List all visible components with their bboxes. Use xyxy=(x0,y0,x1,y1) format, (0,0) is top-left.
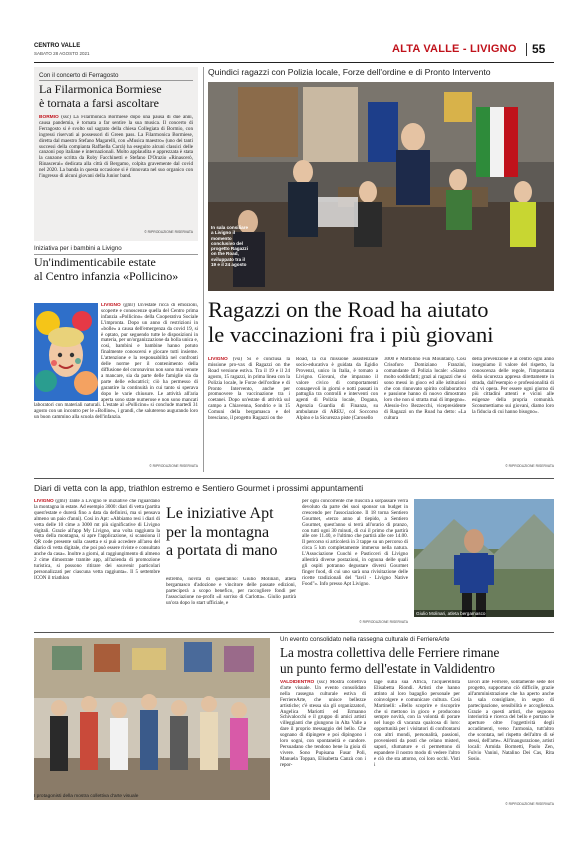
article-col-2: estremo, novità di quest'anno: Giulio Molinari, atleta bergamasco d'adozione e vincitore delle passate edizioni, parteciperà a scopo benefico, per raccogliere fondi per l'associazione no-profit «il sorriso di Carlotta». Giulio partirà un'ora dopo lo start ufficiale, e xyxy=(166,577,296,606)
article-kicker: Iniziativa per i bambini a Livigno xyxy=(34,245,122,252)
dateline: BORMIO xyxy=(39,115,59,120)
title-line-2: per la montagna xyxy=(166,523,270,541)
council-room-image xyxy=(208,82,554,291)
credit: © RIPRODUZIONE RISERVATA xyxy=(505,464,554,468)
dateline: VALDIDENTRO xyxy=(280,680,315,685)
title-line-2: al Centro infanzia «Pollicino» xyxy=(34,268,179,283)
article-title xyxy=(280,645,554,676)
section-title: ALTA VALLE - LIVIGNO xyxy=(392,43,517,55)
article-col-3: 3000 e Mottolino Fun Mountain). Così Crisoforo Domiziano Franzini, comandante di Polizia locale: «Siamo molto soddisfatti; grazi ai ragazzi che si sono messi in gioco ed alle istituzioni che con rinnovato spirito collaborativo e passione hanno di nuovo dimostrato loro che non si stratta mai di impegno». Alessio-Ivo Bezzecchi, vicepresidente di Ragazzi on the Road ha detto: «La cultura xyxy=(384,357,466,422)
road-article xyxy=(208,67,554,472)
section-rule xyxy=(34,632,554,633)
body-text: (ssc) Mostra collettiva d'arte visuale. Un evento consolidato nella rassegna culturale estiva di FerriereArte, che unisce bellezze artistiche; c'è stessa sia gli organizzatori, Angelica Mariotti ed Ermanno Schivalocchi e il gruppo di amici artisti villeggianti che giungono in Alta Valle a dare il proprio messaggio del bello. Che sognano di dipingere e poi dipingono i loro sogni, con spontaneità e candore. Persuadano che tendono bene la gioia di vivere. Sono Pupisana Fusar Poli, Manuela Toppan, Elisabetta Canzù con i repor- xyxy=(280,680,366,768)
body-text: (vsi) Si è conclusa la missione pro-vax di Ragazzi on the Road versione estiva. Tra il 19 e il 24 agosto, 15 ragazzi, in prima linea con la Polizia locale, le Forze dell'ordine e di Pronto Intervento, anche per promuovere la vaccinazione tra i coetanei. Dopo un'estate di attività sul campo a Chiavenna, Sondrio e in 15 Comuni della bergamasca e del bresciano, il progetto Ragazzi on the xyxy=(208,357,290,422)
section-rule xyxy=(34,478,554,479)
article-title xyxy=(39,83,193,110)
article-col-1 xyxy=(280,680,366,806)
athlete-image xyxy=(414,499,554,617)
exhibition-photo xyxy=(34,638,270,800)
council-room-photo xyxy=(208,82,554,291)
kicker-rule xyxy=(34,254,198,255)
paper-name: CENTRO VALLE xyxy=(34,43,81,49)
article-title xyxy=(208,297,554,347)
title-line-1: La Filarmonica Bormiese xyxy=(39,82,162,96)
title-line-1: Le iniziative Apt xyxy=(166,505,274,522)
article-col-1 xyxy=(34,499,160,624)
article-body xyxy=(39,115,193,230)
issue-date: SABATO 28 AGOSTO 2021 xyxy=(34,51,90,56)
article-title xyxy=(166,505,296,561)
section-separator xyxy=(526,43,527,56)
article-col-2: tage sulla sua Africa, l'acquerellista Elisabetta Riondi. Artisti che hanno attinto al loro bagaglio personale per coinvolgere e comunicare cultura. Così Martinelli: «Bello scoprire e riscoprire che si mettono in gioco e producono sempre novità, con la volontà di porare nel luogo di vacanza qualcosa di loro: opportunità per i visitatori di confrontarsi con altri mondi, personalità, passioni, provenienti da posti che celano misteri, sapori, sfumature e ci permettono di espandere il nostro modo di vedere l'altro e ciò che sta attorno, coi loro occhi. Visti i xyxy=(374,680,460,768)
article-col-1 xyxy=(208,357,290,467)
article-kicker: Quindici ragazzi con Polizia locale, Forze dell'ordine e di Pronto Intervento xyxy=(208,67,491,77)
article-kicker: Diari di vetta con la app, triathlon estremo e Sentiero Gourmet i prossimi appuntamenti xyxy=(34,483,364,493)
photo-caption: In sala consiliare a Livigno il momento conclusivo del progetto Ragazzi on the Road, sviluppato tra il 19 e il 24 agosto xyxy=(211,225,249,268)
column-divider xyxy=(203,67,204,472)
exhibition-image xyxy=(34,638,270,800)
dateline: LIVIGNO xyxy=(34,499,54,504)
title-line-1: Ragazzi on the Road ha aiutato xyxy=(208,297,489,322)
article-body xyxy=(34,303,198,463)
mostra-article xyxy=(34,636,554,811)
title-line-2: le vaccinazioni fra i più giovani xyxy=(208,322,494,347)
header-rule xyxy=(34,62,554,63)
filarmonica-article xyxy=(34,67,198,241)
kicker-rule xyxy=(39,80,193,81)
article-col-3: per ogni concorrente che riuscirà a sorpassare verrà devoluto da parte dei suoi sponsor un budget in crescendo per l'associazione. Il 18 torna Sentiero Gourmet, «terzo anno al tiepido, a Sentiero Gourmet, quest'anno si terrà all'orario di pranzo, con tutti ogni 30 minuti, di cui il primo che partirà alle ore 11.40, e l'ultimo che partirà alle ore 14.00. Il percorso si articolerà in 3 tappe su un percorso di circa 5 km completamente immerso nella natura. L'Associazione Cuochi e Pasticceri di Livigno allestirà diverse postazioni, in ognuna delle quali gli ospiti potranno degustare diversi Gourmet finger food, di cui uno sarà una rivisitazione delle ricette tradizionali del "lavil - Livigno Native Food"». Info presso Apt Livigno. xyxy=(302,499,408,587)
apt-article xyxy=(34,483,554,628)
body-text: (ssc) La Filarmonica Bormiese dopo una pausa di due anni, causa pandemia, è tornata a far sentire la sua musica. Il concerto di Ferragosto si è svolto sul sagrato della chiesa Collegiata di Bormio, con ingressi riservati ai possessori di Green pass. La Filarmonica Bormiese, diretta dal maestro Stefano Magarelli, con «Musica maestro» (uno dei tanti successi della compianta Raffaella Carrà) ha eseguito alcuni classici delle canzoni pop italiane e internazionali. Molto applaudita e apprezzata è stata la canzone scritta da Roby Facchinetti e Stefano D'Orazio «Rinascerò, Rinascerai» dedicata alla città di Bergamo, colpita gravemente dal covid nel 2020. La banda in questa occasione si è rinnovata nel suo organico con l'ingresso di alcuni giovani della Junior band. xyxy=(39,115,193,180)
page-number: 55 xyxy=(532,42,546,56)
article-title xyxy=(34,256,198,283)
pollicino-article xyxy=(34,245,198,470)
photo-caption: I protagonisti della mostra collettiva d'arte visuale xyxy=(34,794,139,799)
masthead xyxy=(34,42,554,62)
photo-caption: Giulio Molinari, atleta bergamasco xyxy=(414,610,554,617)
article-col-3: lavori alle Ferriere, solitamente sede del progetto, supportano ciò difficile, grazie all'amministrazione che ha aperto anche la sala consigliare, in segno di partecipazione, sensibilità e accoglienza. Grazie a questi artisti, che seguono interiorità e ricerca del bello e portano le aperture oltre l'oggettività degli accadimenti, verso l'armonia, tutt'altro che scontata, nel rispetto dell'altro di sé stessi, dell'arte». All'inaugurazione, artisti locali: Armida Bormetti, Paolo Zen, Fulvio Vanini, Natalino Dei Cas, Rita Sosio. xyxy=(468,680,554,762)
title-line-1: Un'indimenticabile estate xyxy=(34,255,156,269)
title-line-1: La mostra collettiva delle Ferriere rimane xyxy=(280,645,500,660)
dateline: LIVIGNO xyxy=(208,357,228,362)
title-line-2: è tornata a farsi ascoltare xyxy=(39,95,159,110)
title-line-3: a portata di mano xyxy=(166,542,278,559)
article-col-4: della prevenzione è al centro ogni anno insegniamo il valore del rispetto, la conoscenza delle regole, l'importanza della sicurezza appresa direttamente in strada, dall'esempio e professionalità di chi vi opera. Per essere ogni giorno di più cittadini attenti e vicini alle esigenze della propria comunità. Sconsmettiamo sui giovani, diamo loro la fiducia di cui hanno bisogno». xyxy=(472,357,554,416)
body-text: (gmr) Un'estate ricca di emozioni, scoperte e conoscenze quella del Centro prima infanzia «Pollicino» della Cooperativa Sociale L'impronta. Dopo un anno di restrizioni in «bolle» a causa dell'emergenza da covid 19, si è optato, pur seguendo tutte le disposizioni in materia, per un'organizzazione da bolla unica e, così, bambini e bambine hanno potuto finalmente conoscersi e giocare tutti insieme. L'attenzione e la responsabilità nel confronti delle norme per il contenimento della diffusione del coronavirus non sono mai venute a mancare, sia da parte delle famiglie sia da parte delle educatrici; ciò ha permesso di garantire la continuità in cui tanto si sperava dopo le varie chiusure. Le attività all'aria aperta sono state numerose e non sono mancati laboratori con materiali naturali. L'estate al «Pollicino» si conclude martedì 31 agosto con un incontro per le «Bolline», i grandi, che salutereno augurando loro un buon cammino alla scuola dell'infanzia. xyxy=(34,303,198,421)
credit: © RIPRODUZIONE RISERVATA xyxy=(144,230,193,234)
photo-float xyxy=(34,303,101,401)
article-kicker: Un evento consolidato nella rassegna culturale di FerriereArte xyxy=(280,636,450,643)
article-kicker: Con il concerto di Ferragosto xyxy=(39,72,119,79)
credit: © RIPRODUZIONE RISERVATA xyxy=(149,464,198,468)
dateline: LIVIGNO xyxy=(101,303,121,308)
athlete-photo xyxy=(414,499,554,617)
title-line-2: un punto fermo dell'estate in Valdidentro xyxy=(280,660,495,676)
credit: © RIPRODUZIONE RISERVATA xyxy=(505,802,554,806)
article-col-2: Road, la cui missione assistenziale socio-educativa è guidata da Egidio Provenzi, unico in Italia, è tornato a Livigno. Giovani, che imparano il valore civico di comportamenti consapevoli in giorni e notti passati in pattuglia tra controlli e interventi con agenti di Polizia locale, Dogana, Agenzia Guardia di Finanza, su ambulanze di AREU, col Soccorso Alpino e la Sicurezza piste (Carosello xyxy=(296,357,378,422)
credit: © RIPRODUZIONE RISERVATA xyxy=(359,620,408,624)
body-text: (gmr) Tante a Livigno le iniziative che riguardano la montagna in estate. Ad esempio 3000: diari di vetta (partita quest'estate e durerà fino a data da definirsi, ma si pensava almeno un paio d'anni). Così in Apt: «Abbiamo resi i diari di vetta delle 10 cime a 3000 mt più significative di Livigno digitali. Grazie all'app My Livigno, una volta raggiunta la vetta della montagna, si apre l'applicazione, si scansiona il QR code presente sulla casetta e si può accedere all'area del diario di vetta digitale, che poi può essere riviste e consultato anche da casa». Inoltre a giorni, al raggiungimento di almeno 2 cime dimostrate tramite app, all'azienda di promozione turistica, si possono ritirare dei souvenir particolari personalizzati per ciascuna vetta raggiunta». Il 5 settembre ICON il triathlon xyxy=(34,499,160,581)
